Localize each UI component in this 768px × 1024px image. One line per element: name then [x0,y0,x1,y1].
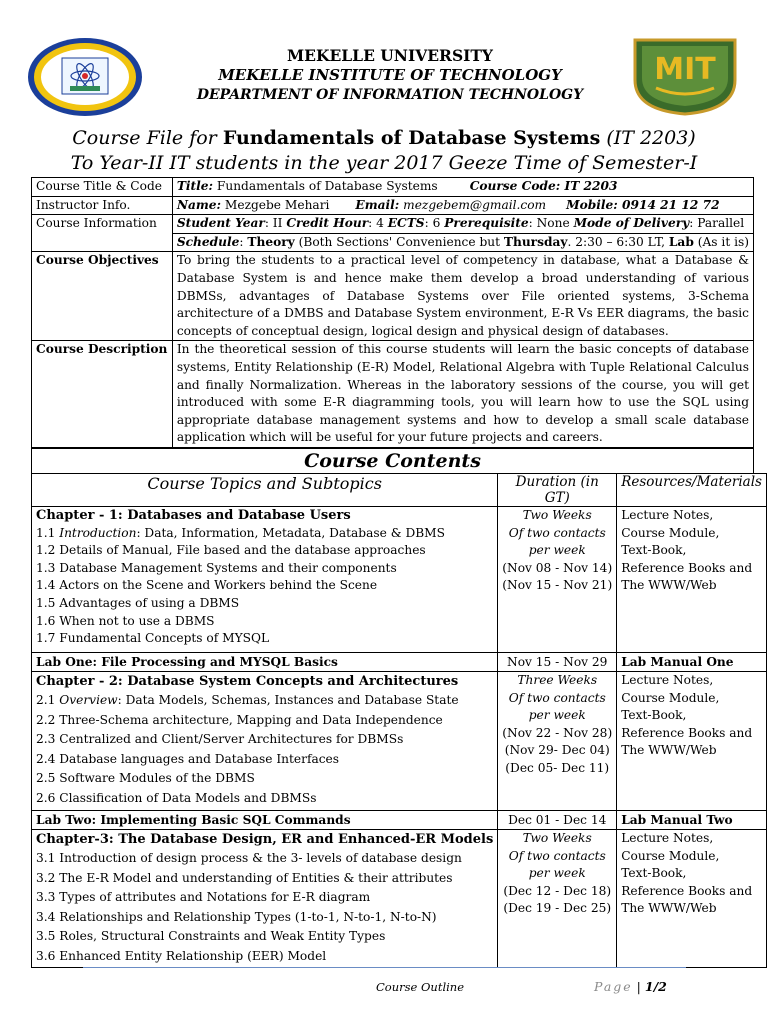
list-item: 3.4 Relationships and Relationship Types (1-to-1, N-to-1, N-to-N) [36,909,437,924]
resource-item: Lecture Notes, [621,673,714,687]
resource-item: Lecture Notes, [621,831,714,845]
row-label: Course Objectives [32,252,173,341]
instructor-row [32,196,754,215]
list-item: 1.4 Actors on the Scene and Workers behind the Scene [36,578,378,593]
date-range: (Dec 12 - Dec 18) [503,883,612,898]
document-subtitle: To Year-II IT students in the year 2017 Geeze Time of Semester-I [70,152,698,174]
chapter-1-row [32,507,767,653]
resource-item: Reference Books and [621,725,753,740]
mekelle-university-logo [26,36,144,118]
lab-1-row [32,653,767,672]
course-contents-heading: Course Contents [31,448,754,473]
chapter-3-duration [498,830,617,968]
list-item: 2.3 Centralized and Client/Server Architectures for DBMSs [36,732,404,746]
list-item: 3.6 Enhanced Entity Relationship (EER) Model [36,948,327,963]
duration-text: Of two contacts [508,848,606,863]
date-range: (Nov 29- Dec 04) [504,743,610,758]
department-name: DEPARTMENT OF INFORMATION TECHNOLOGY [196,87,584,103]
chapter-title: Chapter - 2: Database System Concepts and Architectures [36,674,459,689]
chapter-2-topics [32,672,498,811]
date-range: (Dec 19 - Dec 25) [503,901,612,916]
lab-2-row [32,811,767,830]
list-item: 2.4 Database languages and Database Interfaces [36,751,340,766]
resource-item: Reference Books and [621,883,753,898]
date-range: (Nov 15 - Nov 21) [502,578,613,593]
duration-text: Of two contacts [508,525,606,540]
list-item: 1.2 Details of Manual, File based and the database approaches [36,543,426,558]
mit-logo [632,36,738,116]
lab-title: Lab One: File Processing and MYSQL Basics [32,653,498,672]
row-label: Course Description [32,341,173,448]
list-item: 1.1 Introduction: Data, Information, Metadata, Database & DBMS [36,525,445,540]
chapter-3-topics [32,830,498,968]
description-row [32,341,754,448]
lab-material: Lab Manual One [617,653,767,672]
duration-text: Three Weeks [517,673,598,687]
chapter-1-duration [498,507,617,653]
list-item: 1.7 Fundamental Concepts of MYSQL [36,631,270,646]
chapter-1-resources [617,507,767,653]
course-title-row [32,178,754,197]
resource-item: Reference Books and [621,560,753,575]
resource-item: Lecture Notes, [621,508,714,522]
resource-item: Course Module, [621,848,720,863]
course-contents-table [31,473,767,968]
chapter-2-resources [617,672,767,811]
chapter-2-row [32,672,767,811]
course-information-row [32,215,754,234]
list-item: 2.5 Software Modules of the DBMS [36,771,255,785]
duration-text: per week [528,866,586,881]
resource-item: The WWW/Web [621,743,717,758]
list-item: 2.2 Three-Schema architecture, Mapping and Data Independence [36,712,443,727]
footer-label: Course Outline [376,980,465,994]
university-name: MEKELLE UNIVERSITY [287,46,493,65]
resource-item: Text-Book, [621,543,687,558]
col-duration-header: Duration (in GT) [498,474,617,507]
duration-text: Two Weeks [522,508,592,522]
mit-logo-text: MIT [654,52,716,87]
list-item: 3.1 Introduction of design process & the 3- levels of database design [36,851,462,865]
resource-item: Text-Book, [621,708,687,723]
course-title-value: Title: Fundamentals of Database Systems Course Code: IT 2203 [172,178,753,197]
course-info-table [31,177,754,448]
date-range: (Dec 05- Dec 11) [505,760,610,775]
duration-text: per week [528,708,586,723]
chapter-title: Chapter - 1: Databases and Database Users [36,508,351,523]
lab-title: Lab Two: Implementing Basic SQL Commands [32,811,498,830]
row-label: Instructor Info. [32,196,173,215]
list-item: 1.3 Database Management Systems and their components [36,560,397,575]
page-number: Page | 1/2 [594,979,667,994]
resource-item: Course Module, [621,525,720,540]
list-item: 1.6 When not to use a DBMS [36,613,215,628]
list-item: 1.5 Advantages of using a DBMS [36,595,240,610]
col-resources-header: Resources/Materials [617,474,767,507]
lab-dates: Dec 01 - Dec 14 [498,811,617,830]
list-item: 2.1 Overview: Data Models, Schemas, Instances and Database State [36,693,459,707]
objectives-text: To bring the students to a practical level of competency in database, what a Database & Database System is and hence make them develop a broad understanding of various DBMSs, advantages of Database Systems over File oriented systems, 3-Schema architecture of a DMBS and Database System environment, E-R Vs EER diagrams, the basic concepts of conceptual design, logical design and physical design of databases. [172,252,753,341]
objectives-row [32,252,754,341]
list-item: 3.2 The E-R Model and understanding of Entities & their attributes [36,870,453,885]
resource-item: The WWW/Web [621,901,717,916]
schedule-value: Schedule: Theory (Both Sections' Convenience but Thursday. 2:30 – 6:30 LT, Lab (As it is) [172,233,753,252]
chapter-3-resources [617,830,767,968]
institute-name: MEKELLE INSTITUTE OF TECHNOLOGY [218,66,562,84]
description-text: In the theoretical session of this course students will learn the basic concepts of database systems, Entity Relationship (E-R) Model, Relational Algebra with Tuple Relational Calculus and finally Normalization. Whereas in the laboratory sessions of the course, you will get introduced with some E-R diagramming tools, you will learn how to use the SQL using appropriate database management systems and how to develop a small scale database application which will be useful for your future projects and careers. [172,341,753,448]
list-item: 3.5 Roles, Structural Constraints and Weak Entity Types [36,929,386,943]
instructor-value: Name: Mezgebe Mehari Email: mezgebem@gmail.com Mobile: 0914 21 12 72 [172,196,753,215]
list-item: 3.3 Types of attributes and Notations for E-R diagram [36,890,371,904]
lab-dates: Nov 15 - Nov 29 [498,653,617,672]
resource-item: Text-Book, [621,866,687,881]
col-topics-header: Course Topics and Subtopics [32,474,498,507]
lab-material: Lab Manual Two [617,811,767,830]
duration-text: per week [528,543,586,558]
course-information-value: Student Year: II Credit Hour: 4 ECTS: 6 Prerequisite: None Mode of Delivery: Parallel [172,215,753,234]
resource-item: Course Module, [621,690,720,705]
column-header-row [32,474,767,507]
chapter-title: Chapter-3: The Database Design, ER and Enhanced-ER Models [36,832,494,847]
duration-text: Of two contacts [508,690,606,705]
date-range: (Nov 22 - Nov 28) [502,725,613,740]
chapter-2-duration [498,672,617,811]
list-item: 2.6 Classification of Data Models and DBMSs [36,790,317,805]
row-label: Course Information [32,215,173,252]
resource-item: The WWW/Web [621,578,717,593]
chapter-3-row [32,830,767,968]
duration-text: Two Weeks [522,831,592,845]
document-title: Course File for Fundamentals of Database Systems (IT 2203) [72,127,696,149]
footer-divider [83,967,686,968]
row-label: Course Title & Code [32,178,173,197]
chapter-1-topics [32,507,498,653]
date-range: (Nov 08 - Nov 14) [502,560,613,575]
